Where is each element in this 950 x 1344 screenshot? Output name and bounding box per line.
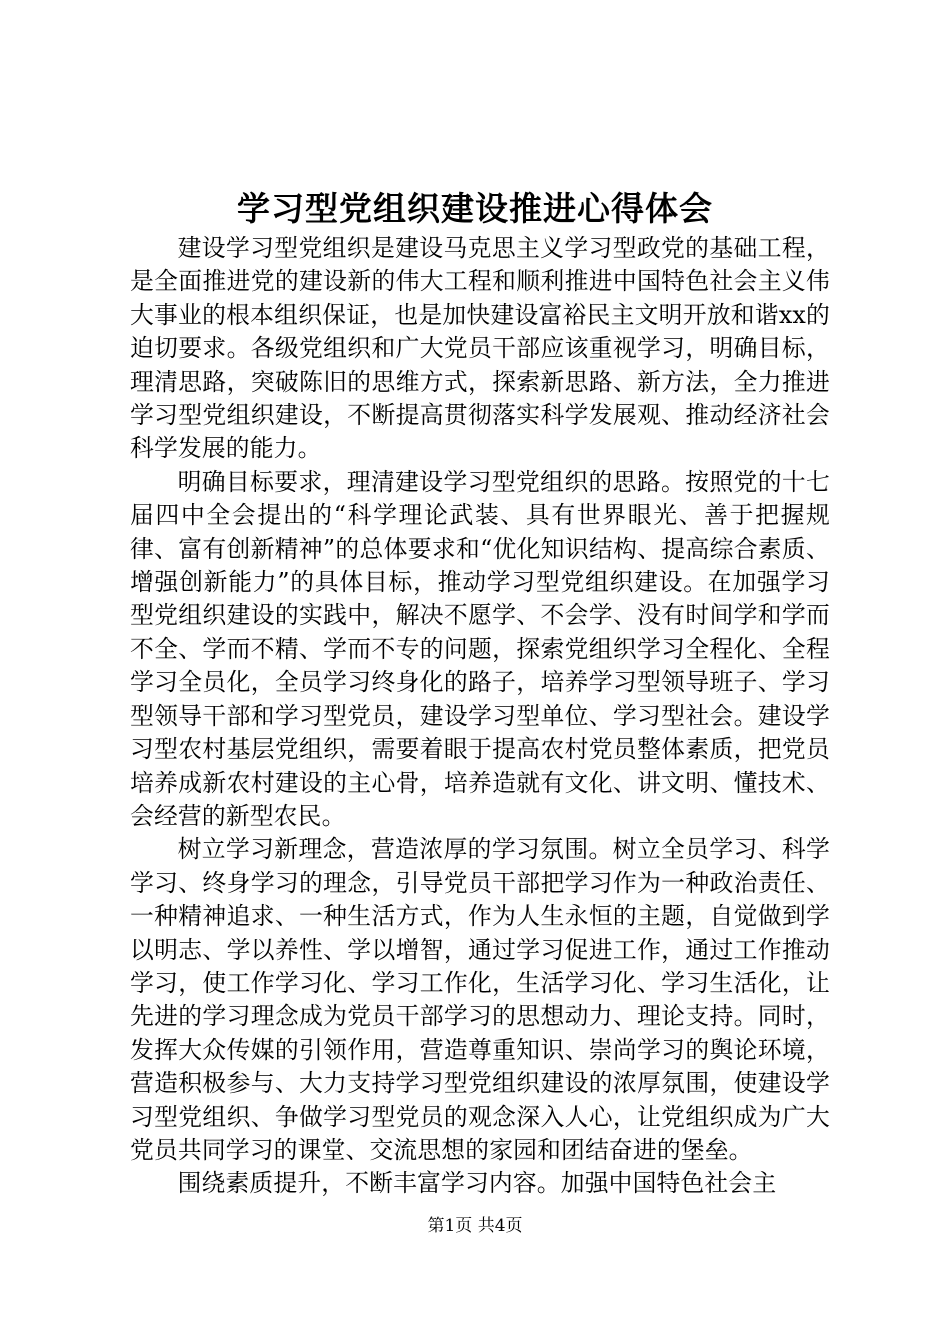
paragraph-1: 建设学习型党组织是建设马克思主义学习型政党的基础工程，是全面推进党的建设新的伟大工程和顺利推进中国特色社会主义伟大事业的根本组织保证，也是加快建设富裕民主文明开放和谐xx的迫切要求。各级党组织和广大党员干部应该重视学习，明确目标，理清思路，突破陈旧的思维方式，探索新思路、新方法，全力推进学习型党组织建设，不断提高贯彻落实科学发展观、推动经济社会科学发展的能力。 <box>130 234 830 463</box>
paragraph-4: 围绕素质提升，不断丰富学习内容。加强中国特色社会主 <box>177 1169 777 1198</box>
paragraph-2: 明确目标要求，理清建设学习型党组织的思路。按照党的十七届四中全会提出的“科学理论武装、具有世界眼光、善于把握规律、富有创新精神”的总体要求和“优化知识结构、提高综合素质、增强创新能力”的具体目标，推动学习型党组织建设。在加强学习型党组织建设的实践中，解决不愿学、不会学、没有时间学和学而不全、学而不精、学而不专的问题，探索党组织学习全程化、全程学习全员化，全员学习终身化的路子，培养学习型领导班子、学习型领导干部和学习型党员，建设学习型单位、学习型社会。建设学习型农村基层党组织，需要着眼于提高农村党员整体素质，把党员培养成新农村建设的主心骨，培养造就有文化、讲文明、懂技术、会经营的新型农民。 <box>130 467 830 830</box>
page-indicator: 第1页 共4页 <box>427 1216 523 1236</box>
document-title: 学习型党组织建设推进心得体会 <box>237 189 713 228</box>
page-footer <box>0 1214 950 1238</box>
paragraph-3: 树立学习新理念，营造浓厚的学习氛围。树立全员学习、科学学习、终身学习的理念，引导党员干部把学习作为一种政治责任、一种精神追求、一种生活方式，作为人生永恒的主题，自觉做到学以明志、学以养性、学以增智，通过学习促进工作，通过工作推动学习，使工作学习化、学习工作化，生活学习化、学习生活化，让先进的学习理念成为党员干部学习的思想动力、理论支持。同时，发挥大众传媒的引领作用，营造尊重知识、崇尚学习的舆论环境，营造积极参与、大力支持学习型党组织建设的浓厚氛围，使建设学习型党组织、争做学习型党员的观念深入人心，让党组织成为广大党员共同学习的课堂、交流思想的家园和团结奋进的堡垒。 <box>130 835 830 1164</box>
document-body <box>130 232 830 1201</box>
